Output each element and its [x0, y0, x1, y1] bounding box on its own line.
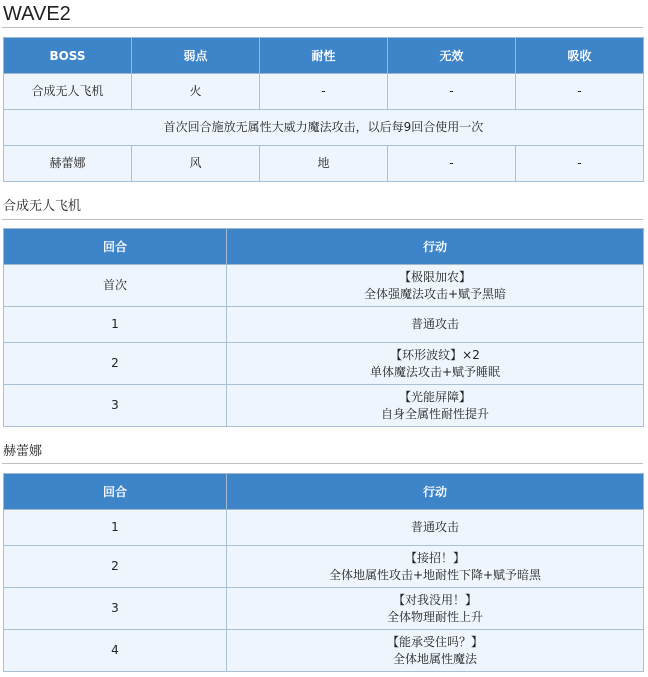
action-cell [227, 630, 644, 672]
skill-effect: 普通攻击 [410, 520, 459, 534]
action-cell [227, 343, 644, 385]
skill-name: 【环形波纹】×2 [390, 347, 480, 362]
skill-effect: 普通攻击 [410, 317, 459, 331]
drone-section-title: 合成无人飞机 [3, 199, 82, 214]
section-rule [2, 219, 643, 220]
boss-name: 合成无人飞机 [4, 74, 132, 110]
action-cell [227, 510, 644, 546]
boss-table [3, 37, 644, 182]
boss-name: 赫蕾娜 [4, 146, 132, 182]
turn-cell: 1 [4, 307, 227, 343]
col-turn: 回合 [4, 229, 227, 265]
table-row [4, 546, 644, 588]
turn-cell: 3 [4, 385, 227, 427]
turn-cell: 2 [4, 343, 227, 385]
table-row [4, 385, 644, 427]
skill-name: 【对我没用！】 [392, 592, 477, 607]
action-cell [227, 546, 644, 588]
skill-effect: 全体强魔法攻击+赋予黑暗 [363, 286, 507, 301]
table-row [4, 146, 644, 182]
col-resist: 耐性 [260, 38, 388, 74]
table-row [4, 307, 644, 343]
skill-name: 【接招！】 [404, 550, 465, 565]
weakness-cell: 火 [132, 74, 260, 110]
absorb-cell: - [516, 74, 644, 110]
weakness-cell: 风 [132, 146, 260, 182]
col-turn: 回合 [4, 474, 227, 510]
turn-cell: 3 [4, 588, 227, 630]
null-cell: - [388, 146, 516, 182]
section-rule [2, 463, 643, 464]
col-null: 无效 [388, 38, 516, 74]
col-boss: BOSS [4, 38, 132, 74]
action-table-header [4, 229, 644, 265]
col-action: 行动 [227, 229, 644, 265]
action-cell [227, 265, 644, 307]
action-cell [227, 588, 644, 630]
skill-effect: 自身全属性耐性提升 [380, 406, 489, 421]
table-row [4, 343, 644, 385]
resist-cell: 地 [260, 146, 388, 182]
turn-cell: 2 [4, 546, 227, 588]
col-action: 行动 [227, 474, 644, 510]
table-row [4, 110, 644, 146]
skill-name: 【光能屏障】 [398, 389, 471, 404]
turn-cell: 首次 [4, 265, 227, 307]
col-weakness: 弱点 [132, 38, 260, 74]
helena-action-table [3, 473, 644, 672]
skill-effect: 单体魔法攻击+赋予睡眠 [369, 364, 501, 379]
heading-rule [2, 27, 643, 28]
skill-name: 【极限加农】 [398, 269, 471, 284]
table-row [4, 630, 644, 672]
col-absorb: 吸收 [516, 38, 644, 74]
table-row [4, 265, 644, 307]
turn-cell: 4 [4, 630, 227, 672]
wave-heading: WAVE2 [3, 3, 71, 25]
action-table-header [4, 474, 644, 510]
boss-note: 首次回合施放无属性大威力魔法攻击，以后每9回合使用一次 [4, 110, 644, 146]
table-row [4, 510, 644, 546]
table-row [4, 74, 644, 110]
drone-action-table [3, 228, 644, 427]
helena-section-title: 赫蕾娜 [3, 444, 43, 459]
skill-effect: 全体物理耐性上升 [386, 609, 483, 624]
skill-name: 【能承受住吗？】 [386, 634, 483, 649]
action-cell [227, 385, 644, 427]
null-cell: - [388, 74, 516, 110]
skill-effect: 全体地属性攻击+地耐性下降+赋予暗黑 [328, 567, 542, 582]
skill-effect: 全体地属性魔法 [392, 651, 477, 666]
absorb-cell: - [516, 146, 644, 182]
resist-cell: - [260, 74, 388, 110]
turn-cell: 1 [4, 510, 227, 546]
action-cell [227, 307, 644, 343]
table-row [4, 588, 644, 630]
boss-table-header [4, 38, 644, 74]
